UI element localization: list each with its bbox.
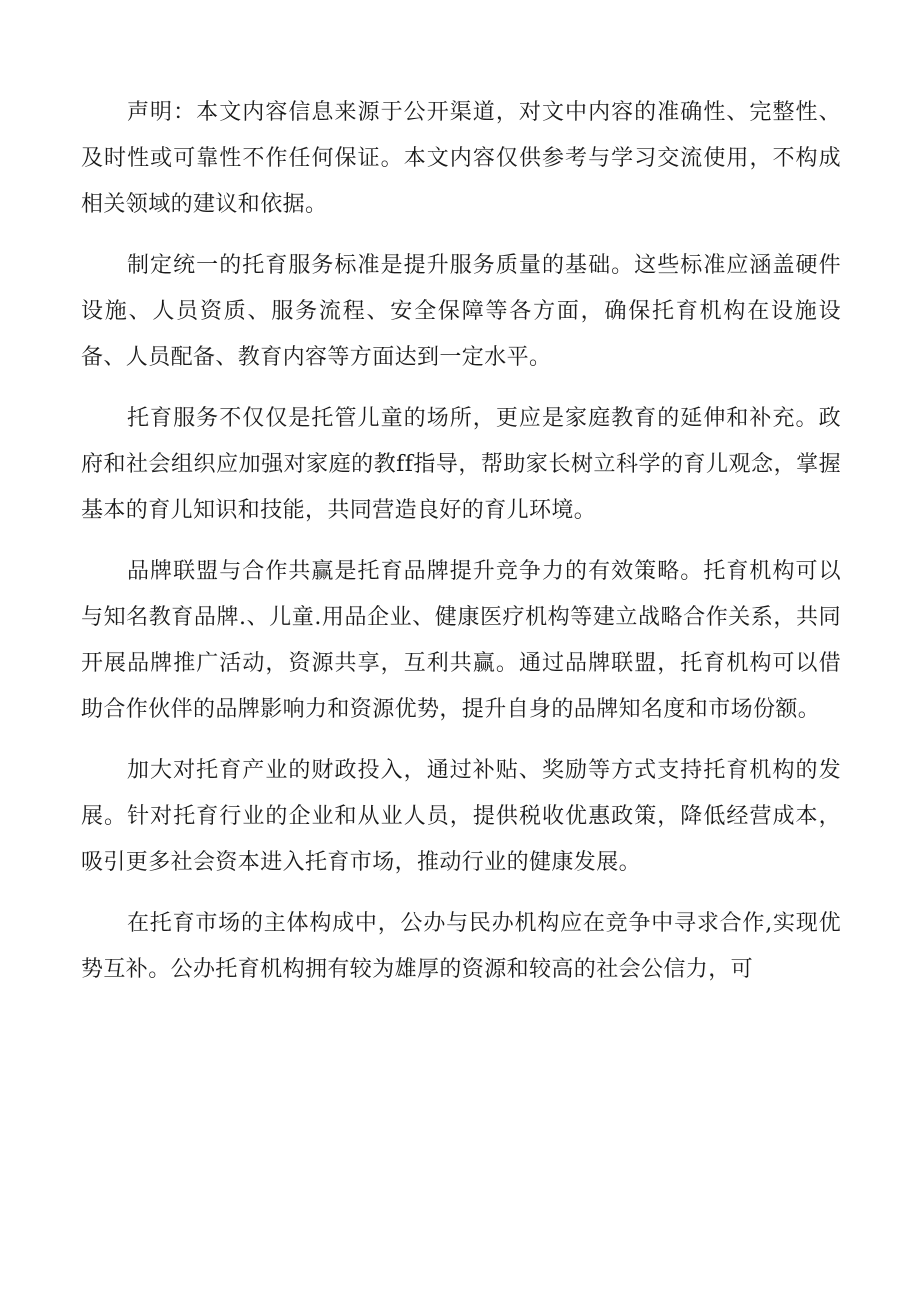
disclaimer-paragraph: 声明：本文内容信息来源于公开渠道，对文中内容的准确性、完整性、及时性或可靠性不作任何保证。本文内容仅供参考与学习交流使用，不构成相关领域的建议和依据。 — [81, 100, 841, 217]
body-paragraph-fiscal-support: 加大对托育产业的财政投入，通过补贴、奖励等方式支持托育机构的发展。针对托育行业的企业和从业人员，提供税收优惠政策，降低经营成本，吸引更多社会资本进入托育市场，推动行业的健康发展。 — [81, 758, 841, 875]
body-paragraph-public-private: 在托育市场的主体构成中，公办与民办机构应在竞争中寻求合作,实现优势互补。公办托育机构拥有较为雄厚的资源和较高的社会公信力，可 — [81, 911, 841, 982]
body-paragraph-family-education: 托育服务不仅仅是托管儿童的场所，更应是家庭教育的延伸和补充。政府和社会组织应加强对家庭的教ff指导，帮助家长树立科学的育儿观念，掌握基本的育儿知识和技能，共同营造良好的育儿环境。 — [81, 406, 841, 523]
body-paragraph-brand-alliance: 品牌联盟与合作共赢是托育品牌提升竞争力的有效策略。托育机构可以与知名教育品牌.、儿童.用品企业、健康医疗机构等建立战略合作关系，共同开展品牌推广活动，资源共享，互利共赢。通过品牌联盟，托育机构可以借助合作伙伴的品牌影响力和资源优势，提升自身的品牌知名度和市场份额。 — [81, 559, 841, 722]
document-body — [81, 90, 841, 1008]
body-paragraph-service-standards: 制定统一的托育服务标准是提升服务质量的基础。这些标准应涵盖硬件设施、人员资质、服务流程、安全保障等各方面，确保托育机构在设施设备、人员配备、教育内容等方面达到一定水平。 — [81, 253, 841, 370]
